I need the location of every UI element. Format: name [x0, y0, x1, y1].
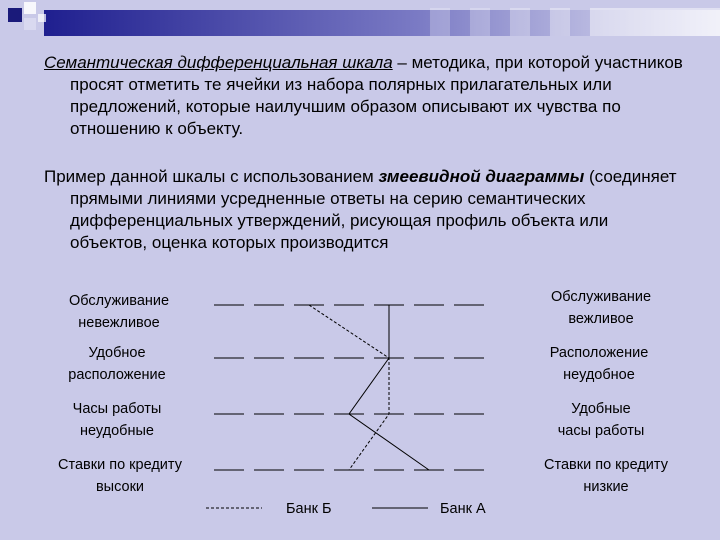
example-emphasis: змеевидной диаграммы: [378, 167, 585, 186]
row-2-right-line-1: Расположение: [549, 345, 649, 361]
row-3-right-line-1: Удобные: [571, 401, 631, 417]
row-4-left-line-1: Ставки по кредиту: [58, 457, 182, 473]
row-3-right-line-2: часы работы: [557, 423, 645, 439]
example-text: (соединяет прямыми линиями усредненные ответы на серию семантических дифференциальных утверждений, рисующая профиль объекта или объектов, оценка которых производится: [70, 167, 677, 252]
row-4-left-line-2: высоки: [95, 479, 145, 495]
row-3-left-line-1: Часы работы: [72, 401, 162, 417]
row-4-right-line-1: Ставки по кредиту: [544, 457, 668, 473]
legend-bank-a-label: Банк А: [440, 501, 486, 517]
row-1-left-line-1: Обслуживание: [68, 293, 170, 309]
legend-bank-b-label: Банк Б: [286, 501, 332, 517]
row-4-right-line-2: низкие: [583, 479, 629, 495]
row-3-left-line-2: неудобные: [79, 423, 154, 439]
definition-text: – методика, при которой участников просят отметить те ячейки из набора полярных прилагательных или предложений, которые наилучшим образом описывают их чувства по отношению к объекту.: [70, 53, 683, 138]
row-2-right-line-2: неудобное: [563, 367, 635, 383]
example-intro: Пример данной шкалы с использованием: [44, 167, 379, 186]
row-2-left-line-2: расположение: [68, 367, 166, 383]
row-1-left-line-2: невежливое: [78, 315, 160, 331]
row-2-left-line-1: Удобное: [88, 345, 146, 361]
row-1-right-line-2: вежливое: [568, 311, 634, 327]
definition-term: Семантическая дифференциальная шкала: [44, 53, 393, 72]
row-1-right-line-1: Обслуживание: [550, 289, 652, 305]
bank-b-profile-line: [309, 305, 389, 470]
